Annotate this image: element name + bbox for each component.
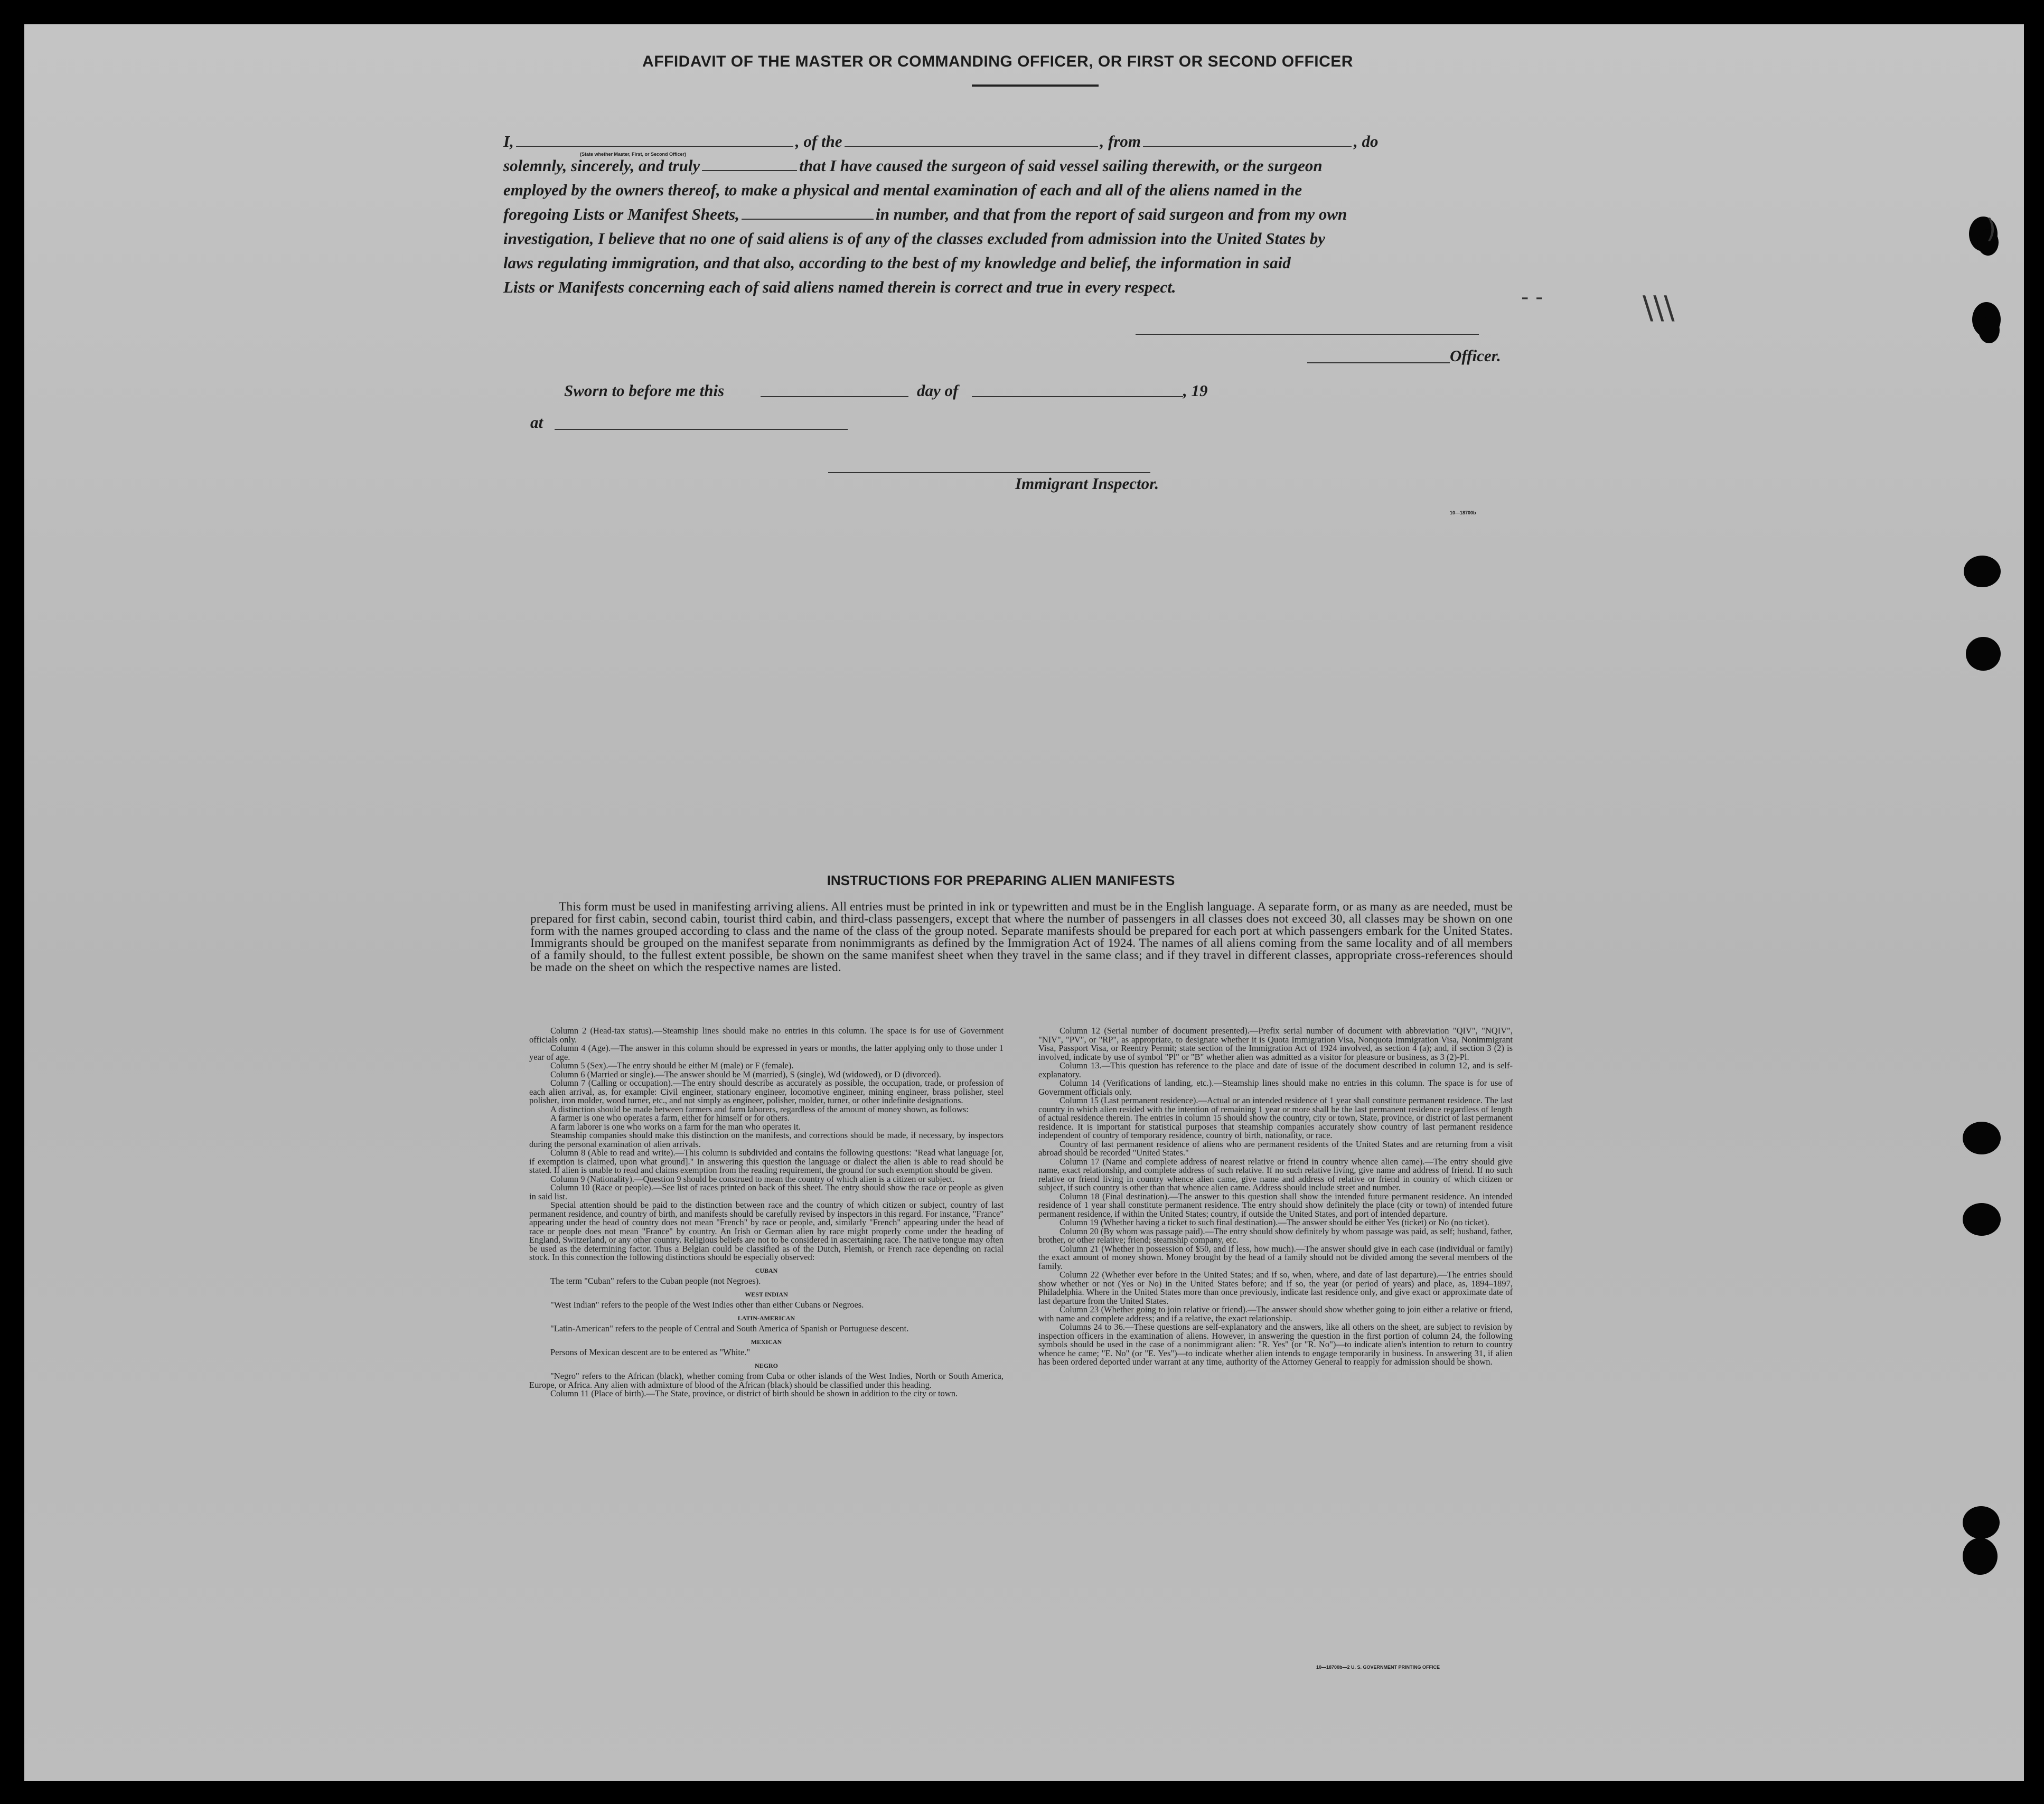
affidavit-line-7: Lists or Manifests concerning each of said aliens named therein is correct and true in every respect. [503, 278, 1176, 296]
affidavit-line-1 [503, 132, 1512, 151]
left-paragraph: Column 9 (Nationality).—Question 9 should be construed to mean the country of which alien is a citizen or subject. [550, 1173, 955, 1184]
left-paragraph: A farm laborer is one who works on a farm for the man who operates it. [550, 1121, 801, 1132]
right-paragraph: Column 14 (Verifications of landing, etc.).—Steamship lines should make no entries in this column. The space is for use of Government officials only. [1038, 1078, 1513, 1097]
cuban-heading: CUBAN [755, 1266, 778, 1274]
affidavit-text: in number, and that from the report of said surgeon and from my own [875, 205, 1347, 223]
right-paragraph: Column 21 (Whether in possession of $50, and if less, how much).—The answer should give in each case (individual or family) the exact amount of money shown. Money brought by the head of a family should not be divided among the several members of the family. [1038, 1243, 1513, 1271]
affidavit-text: I, [503, 132, 514, 151]
column-11-text: Column 11 (Place of birth).—The State, province, or district of birth should be shown in addition to the city or town. [550, 1388, 958, 1398]
instructions-right-column [1038, 1027, 1513, 1367]
punch-hole [1963, 1506, 2000, 1539]
sworn-month-blank[interactable] [972, 396, 1183, 397]
negro-heading: NEGRO [754, 1361, 778, 1369]
affidavit-line-3: employed by the owners thereof, to make a physical and mental examination of each and all of the aliens named in the [503, 181, 1302, 199]
punch-hole [1963, 1122, 2001, 1154]
sheet-count-blank[interactable] [742, 218, 874, 220]
right-paragraph: Column 12 (Serial number of document presented).—Prefix serial number of document with abbreviation "QIV", "NQIV", "NIV", "PV", or "RP", as appropriate, to designate whether it is Quota Immigration Visa, Nonquota Immigration Visa, Nonimmigrant Visa, Passport Visa, or Reentry Permit; state section of the Immigration Act of 1924 involved, as section 4 (a); and, if section 3 (2) is involved, indicate by use of symbol "Pl" or "B" whether alien was admitted as a visitor for pleasure or business, as 3 (2)-Pl. [1038, 1026, 1513, 1062]
right-paragraph: Country of last permanent residence of aliens who are permanent residents of the United States and are returning from a visit abroad should be recorded "United States." [1038, 1139, 1513, 1158]
right-paragraph: Column 18 (Final destination).—The answer to this question shall show the intended future permanent residence. An intended residence of 1 year shall constitute permanent residence. The entry should show definitely the place (city or town) of intended future permanent residence, if within the United States; country, if outside the United States, and port of intended departure. [1038, 1191, 1513, 1219]
negro-text: "Negro" refers to the African (black), whether coming from Cuba or other islands of the West Indies, North or South America, Europe, or Africa. Any alien with admixture of blood of the African (black) should be classified under this heading. [529, 1371, 1004, 1390]
vessel-name-blank[interactable] [845, 145, 1098, 147]
right-paragraph: Column 20 (By whom was passage paid).—The entry should show definitely by whom passage was paid, as self; husband, father, brother, or other relative; friend; steamship company, etc. [1038, 1226, 1513, 1245]
inspector-label: Immigrant Inspector. [1015, 474, 1159, 493]
sworn-day-blank[interactable] [761, 396, 908, 397]
affidavit-text: , do [1354, 132, 1379, 151]
affidavit-line-4 [503, 205, 1512, 224]
affidavit-text: foregoing Lists or Manifest Sheets, [503, 205, 739, 223]
left-paragraph: Column 6 (Married or single).—The answer should be M (married), S (single), Wd (widowed), or D (divorced). [550, 1069, 941, 1079]
officer-rank-blank[interactable] [516, 145, 793, 147]
left-paragraph: Column 8 (Able to read and write).—This column is subdivided and contains the following questions: "Read what language [or, if exemption is claimed, upon what ground]." In answering this question the language or dialect the alien is able to read should be stated. If alien is unable to read and claims exemption from the reading requirement, the ground for such exemption should be given. [529, 1148, 1004, 1175]
affidavit-text: solemnly, sincerely, and truly [503, 156, 700, 175]
affidavit-line-5: investigation, I believe that no one of said aliens is of any of the classes excluded from admission into the United States by [503, 229, 1326, 248]
right-paragraph: Column 17 (Name and complete address of nearest relative or friend in country whence alien came).—The entry should give name, exact relationship, and complete address of such relative. If no such relative living, give name and address of friend. If no such relative or friend living in country whence alien came, give name and address of relative or friend in country of which citizen or subject, if such country is other than that whence alien came. Address should include street and number. [1038, 1156, 1513, 1192]
left-paragraph: Column 2 (Head-tax status).—Steamship lines should make no entries in this column. The space is for use of Government officials only. [529, 1026, 1004, 1045]
right-paragraph: Column 19 (Whether having a ticket to such final destination).—The answer should be either Yes (ticket) or No (no ticket). [1059, 1217, 1489, 1227]
left-paragraph: Column 7 (Calling or occupation).—The entry should describe as accurately as possible, the occupation, trade, or profession of each alien arrival, as, for example: Civil engineer, stationary engineer, locomotive engineer, mining engineer, brass polisher, steel polisher, iron molder, wood turner, etc., and not simply as engineer, polisher, molder, turner, or other indefinite designations. [529, 1078, 1004, 1105]
at-place-blank[interactable] [555, 429, 848, 430]
instructions-title: INSTRUCTIONS FOR PREPARING ALIEN MANIFESTS [827, 872, 1175, 888]
affidavit-text: , of the [795, 132, 842, 151]
left-paragraph: Column 10 (Race or people).—See list of races printed on back of this sheet. The entry should show the race or people as given in said list. [529, 1182, 1004, 1201]
right-paragraphs [1038, 1027, 1513, 1367]
left-paragraph: Column 5 (Sex).—The entry should be either M (male) or F (female). [550, 1060, 794, 1070]
right-paragraph: Column 23 (Whether going to join relative or friend).—The answer should show whether going to join either a relative or friend, with name and complete address; and if a relative, the exact relationship. [1038, 1304, 1513, 1323]
right-paragraph: Column 22 (Whether ever before in the United States; and if so, when, where, and date of last departure).—The entries should show whether or not (Yes or No) in the United States before; and if so, the year (or period of years) and place, as, 1894–1897, Philadelphia. Where in the United States more than once previously, indicate last residence only, and give exact or approximate date of last departure from the United States. [1038, 1270, 1513, 1306]
mexican-heading: MEXICAN [751, 1338, 782, 1346]
signature-line[interactable] [1136, 334, 1479, 335]
punch-hole [1964, 556, 2001, 587]
at-label: at [530, 413, 543, 431]
left-paragraph: Special attention should be paid to the distinction between race and the country of which citizen or subject, country of last permanent residence, and country of birth, and manifests should be carefully revised by inspectors in this regard. For instance, "France" appearing under the head of country does not mean "French" by race or people, and, similarly "French" appearing under the head of race or people does not mean "France" by country. An Irish or German alien by race might properly come under the heading of England, Switzerland, or any other country. Religious beliefs are not to be considered in ascertaining race. The native tongue may often be used as the determining factor. Thus a Belgian could be classified as of the Dutch, Flemish, or French race depending on racial stock. In this connection the following distinctions should be especially observed: [529, 1200, 1004, 1262]
stray-mark: ) [1986, 213, 1996, 244]
officer-label: Officer. [1450, 346, 1501, 365]
left-paragraph: A distinction should be made between farmers and farm laborers, regardless of the amount of money shown, as follows: [550, 1104, 969, 1114]
punch-hole [1979, 317, 2000, 343]
intro-paragraph: This form must be used in manifesting arriving aliens. All entries must be printed in ink or typewritten and must be in the English language. A separate form, or as many as are needed, must be prepared for first cabin, second cabin, tourist third cabin, and third-class passengers, except that where the number of passengers in all classes does not exceed 30, all classes may be shown on one form with the names grouped according to class and the name of the class of the group noted. Separate manifests should be prepared for each port at which passengers embark for the United States. Immigrants should be grouped on the manifest separate from nonimmigrants as defined by the Immigration Act of 1924. The names of all aliens coming from the same locality and of all members of a family should, to the fullest extent possible, be shown on the same manifest sheet when they travel in the same class; and if they travel in different classes, appropriate cross-references should be made on the sheet on which the respective names are listed. [530, 900, 1513, 974]
latin-american-heading: LATIN-AMERICAN [737, 1314, 795, 1322]
west-indian-heading: WEST INDIAN [745, 1290, 788, 1298]
stray-mark: \\\ [1643, 289, 1675, 326]
day-of-label: day of [917, 381, 959, 400]
year-label: , 19 [1183, 381, 1208, 400]
affidavit-text: that I have caused the surgeon of said vessel sailing therewith, or the surgeon [799, 156, 1323, 175]
right-paragraph: Column 15 (Last permanent residence).—Actual or an intended residence of 1 year shall constitute permanent residence. The last country in which alien resided with the intention of remaining 1 year or more shall be the last permanent residence regardless of length of actual residence therein. The entries in column 15 should show the country, city or town, State, province, or district of last permanent residence. It is important for statistical purposes that steamship companies accurately show country of last permanent residence independent of country of temporary residence, country of birth, nationality, or race. [1038, 1095, 1513, 1140]
cuban-text: The term "Cuban" refers to the Cuban people (not Negroes). [550, 1276, 761, 1286]
sworn-label: Sworn to before me this [564, 381, 725, 400]
printing-office-footer: 10—18700b—2 U. S. GOVERNMENT PRINTING OFFICE [1316, 1665, 1440, 1670]
oath-blank[interactable] [702, 170, 797, 171]
west-indian-text: "West Indian" refers to the people of the West Indies other than either Cubans or Negroes. [550, 1300, 864, 1310]
left-paragraph: Steamship companies should make this distinction on the manifests, and corrections should be made, if necessary, by inspectors during the personal examination of alien arrivals. [529, 1130, 1004, 1149]
officer-title-line[interactable] [1307, 362, 1450, 363]
left-paragraph: A farmer is one who operates a farm, either for himself or for others. [550, 1113, 790, 1123]
inspector-signature-line[interactable] [828, 472, 1150, 473]
instructions-left-column [529, 1027, 1004, 1398]
form-number: 10—18700b [1450, 510, 1476, 515]
instructions-intro [530, 901, 1513, 974]
affidavit-line-6: laws regulating immigration, and that also, according to the best of my knowledge and belief, the information in said [503, 253, 1291, 272]
punch-hole [1963, 1538, 1998, 1575]
title-rule [972, 84, 1099, 87]
affidavit-title: AFFIDAVIT OF THE MASTER OR COMMANDING OFFICER, OR FIRST OR SECOND OFFICER [642, 53, 1353, 70]
right-paragraph: Columns 24 to 36.—These questions are self-explanatory and the answers, like all others on the sheet, are subject to revision by inspection officers in the examination of aliens. However, in answering the question in the first portion of column 24, the following symbols should be used in the case of a nonimmigrant alien: "R. Yes" (or "R. No")—to indicate alien's intention to return to country whence he came; "E. No" (or "E. Yes")—to indicate whether alien intends to engage temporarily in business. In answering 31, if alien has been ordered deported under warrant at any time, authority of the Attorney General to reapply for admission should be shown. [1038, 1322, 1513, 1367]
officer-rank-note: (State whether Master, First, or Second Officer) [580, 152, 687, 157]
latin-american-text: "Latin-American" refers to the people of Central and South America of Spanish or Portuguese descent. [550, 1323, 909, 1333]
port-from-blank[interactable] [1143, 145, 1352, 147]
mexican-text: Persons of Mexican descent are to be entered as "White." [550, 1347, 751, 1357]
affidavit-text: , from [1100, 132, 1141, 151]
left-paragraph: Column 4 (Age).—The answer in this column should be expressed in years or months, the latter applying only to those under 1 year of age. [529, 1043, 1004, 1062]
affidavit-line-2 [503, 156, 1512, 175]
stray-mark: - - [1521, 285, 1543, 309]
punch-hole [1966, 637, 2001, 671]
left-paragraphs [529, 1027, 1004, 1262]
punch-hole [1963, 1203, 2001, 1236]
right-paragraph: Column 13.—This question has reference to the place and date of issue of the document described in column 12, and is self-explanatory. [1038, 1060, 1513, 1079]
